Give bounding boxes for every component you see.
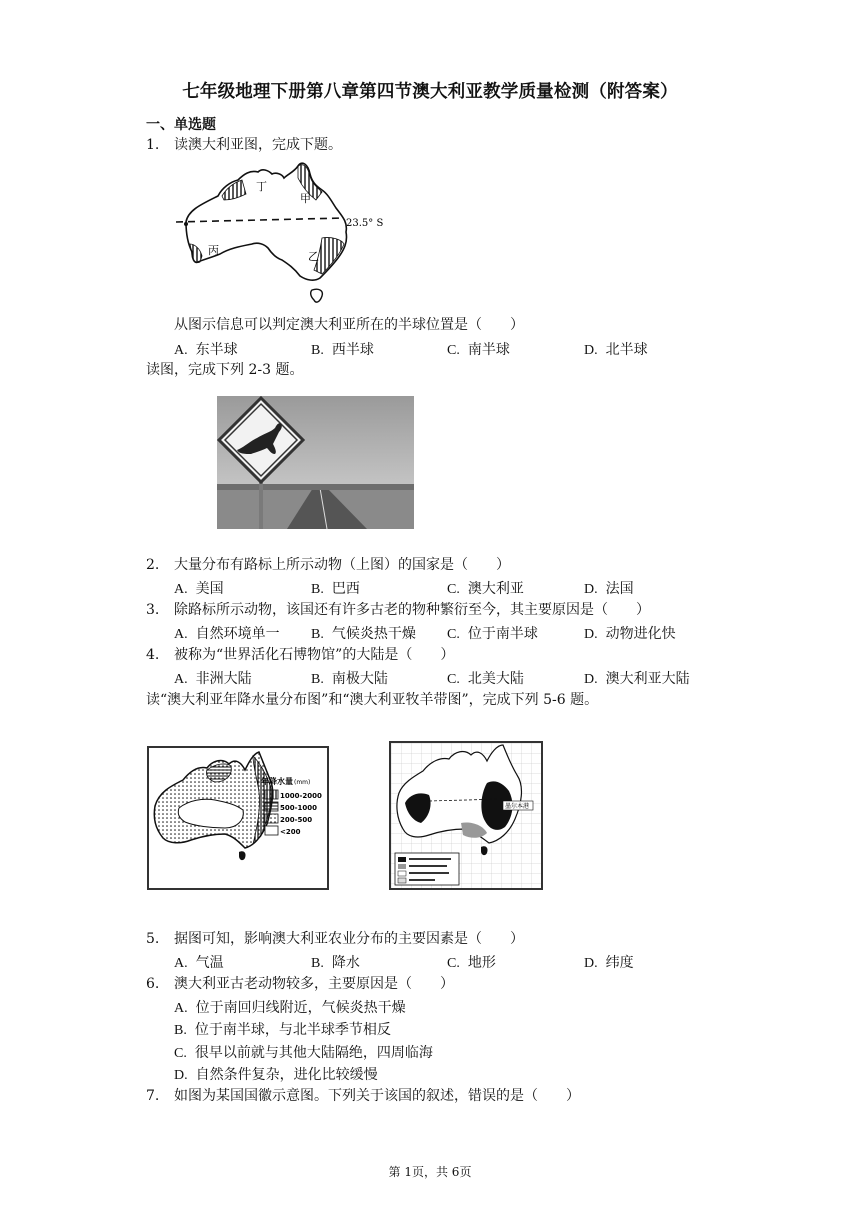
q1-option-c[interactable]: C. 南半球: [447, 342, 510, 358]
q2-number: 2.: [146, 557, 160, 573]
q6-option-a[interactable]: A. 位于南回归线附近，气候炎热干燥: [174, 1000, 406, 1016]
label-yi: 乙: [308, 250, 319, 263]
q2-option-c[interactable]: C. 澳大利亚: [447, 581, 524, 597]
q4-option-c[interactable]: C. 北美大陆: [447, 671, 524, 687]
tasmania-island: [311, 289, 323, 302]
label-ding: 丁: [256, 180, 267, 193]
q1-substem: 从图示信息可以判定澳大利亚所在的半球位置是（ ）: [174, 317, 524, 333]
q3-option-c[interactable]: C. 位于南半球: [447, 626, 538, 642]
read-instruction-5-6: 读“澳大利亚年降水量分布图”和“澳大利亚牧羊带图”，完成下列 5-6 题。: [146, 692, 599, 708]
rain-legend-unit: (mm): [294, 779, 311, 786]
q4-stem: 被称为“世界活化石博物馆”的大陆是（ ）: [174, 647, 455, 663]
q2-option-a[interactable]: A. 美国: [174, 581, 224, 597]
q3-number: 3.: [146, 602, 160, 618]
q1-option-d[interactable]: D. 北半球: [584, 342, 648, 358]
q1-stem: 读澳大利亚图，完成下题。: [174, 137, 342, 153]
q3-option-d[interactable]: D. 动物进化快: [584, 626, 676, 642]
q6-number: 6.: [146, 976, 160, 992]
label-jia: 甲: [300, 192, 311, 205]
q4-option-b[interactable]: B. 南极大陆: [311, 671, 388, 687]
q5-option-a[interactable]: A. 气温: [174, 955, 224, 971]
q6-option-d[interactable]: D. 自然条件复杂，进化比较缓慢: [174, 1067, 378, 1083]
q2-option-b[interactable]: B. 巴西: [311, 581, 360, 597]
q5-option-d[interactable]: D. 纬度: [584, 955, 634, 971]
rain-range-3: 200-500: [280, 816, 313, 824]
q3-option-a[interactable]: A. 自然环境单一: [174, 626, 280, 642]
q1-number: 1.: [146, 137, 160, 153]
q6-option-c[interactable]: C. 很早以前就与其他大陆隔绝，四周临海: [174, 1045, 433, 1061]
section-heading: 一、单选题: [146, 117, 216, 133]
q7-number: 7.: [146, 1088, 160, 1104]
q5-option-c[interactable]: C. 地形: [447, 955, 496, 971]
q5-number: 5.: [146, 931, 160, 947]
q3-stem: 除路标所示动物，该国还有许多古老的物种繁衍至今，其主要原因是（ ）: [174, 602, 650, 618]
label-latitude: 23.5° S: [346, 218, 384, 229]
q7-stem: 如图为某国国徽示意图。下列关于该国的叙述，错误的是（ ）: [174, 1088, 580, 1104]
kangaroo-sign-photo: [217, 396, 414, 529]
rain-legend-title: 年降水量: [261, 777, 293, 786]
q3-option-b[interactable]: B. 气候炎热干燥: [311, 626, 416, 642]
q4-option-a[interactable]: A. 非洲大陆: [174, 671, 252, 687]
rain-range-2: 500-1000: [280, 804, 317, 812]
q4-number: 4.: [146, 647, 160, 663]
q2-stem: 大量分布有路标上所示动物（上图）的国家是（ ）: [174, 557, 510, 573]
q1-option-a[interactable]: A. 东半球: [174, 342, 238, 358]
q1-option-b[interactable]: B. 西半球: [311, 342, 374, 358]
australia-outline-map: [172, 160, 387, 308]
read-instruction-2-3: 读图，完成下列 2-3 题。: [146, 362, 304, 378]
q5-option-b[interactable]: B. 降水: [311, 955, 360, 971]
q2-option-d[interactable]: D. 法国: [584, 581, 634, 597]
q5-stem: 据图可知，影响澳大利亚农业分布的主要因素是（ ）: [174, 931, 524, 947]
rain-range-1: 1000-2000: [280, 792, 322, 800]
sheep-belt-map-figure: [389, 741, 543, 890]
page-title: 七年级地理下册第八章第四节澳大利亚教学质量检测（附答案）: [182, 82, 678, 102]
q4-option-d[interactable]: D. 澳大利亚大陆: [584, 671, 690, 687]
label-bing: 丙: [208, 244, 219, 257]
australia-map-figure: [172, 160, 387, 308]
page-footer: 第 1页，共 6页: [388, 1165, 472, 1179]
q6-option-b[interactable]: B. 位于南半球，与北半球季节相反: [174, 1022, 391, 1038]
rain-range-4: <200: [280, 828, 301, 836]
sheep-map-tag: 墨尔本港: [505, 803, 530, 810]
rainfall-map-figure: [147, 746, 329, 890]
q6-stem: 澳大利亚古老动物较多，主要原因是（ ）: [174, 976, 454, 992]
